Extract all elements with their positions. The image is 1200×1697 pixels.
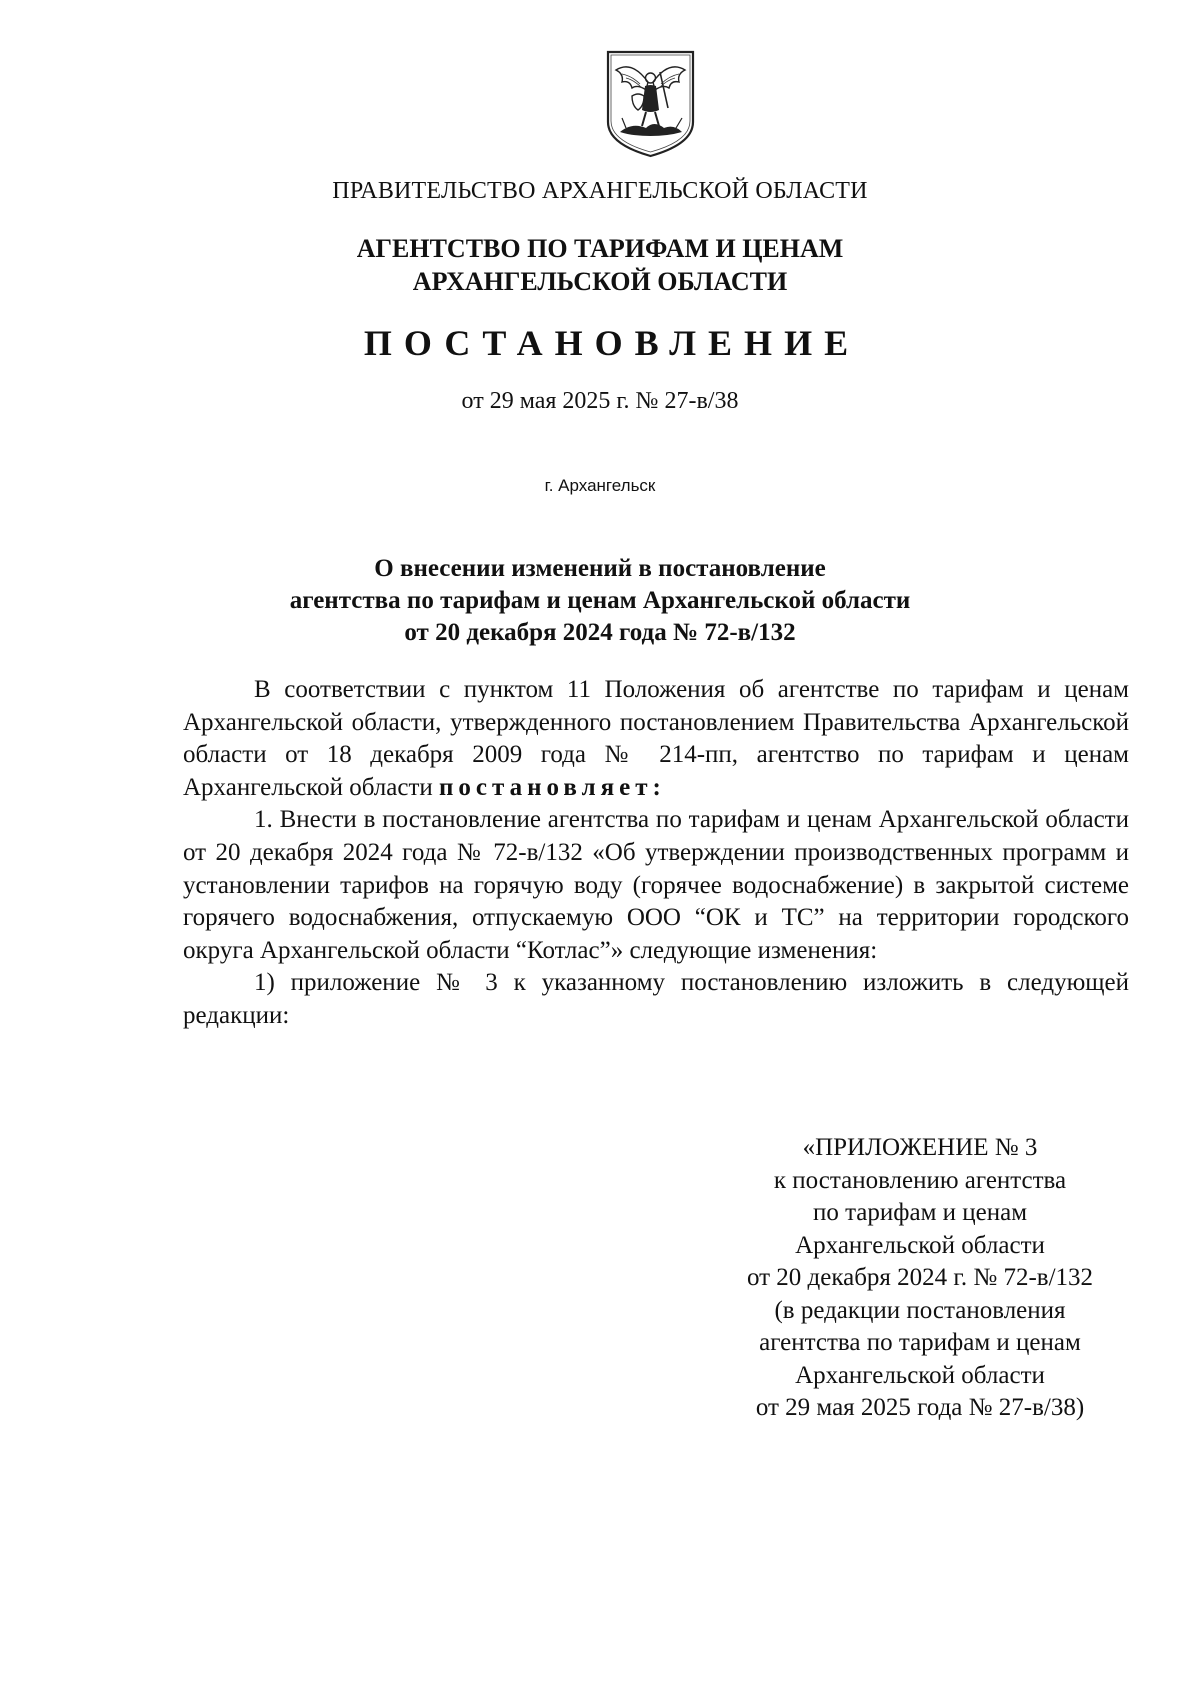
subject-line: агентства по тарифам и ценам Архангельской области <box>289 587 911 614</box>
appendix-line: Архангельской области <box>795 1361 1045 1389</box>
subject-line: от 20 декабря 2024 года № 72-в/132 <box>404 619 796 646</box>
appendix-line: от 20 декабря 2024 г. № 72-в/132 <box>746 1264 1094 1291</box>
document-body <box>183 674 1129 1033</box>
appendix-line: от 29 мая 2025 года № 27-в/38) <box>755 1394 1085 1421</box>
appendix-header <box>660 1132 1180 1425</box>
intro-paragraph <box>183 674 1129 804</box>
item-1-paragraph: 1. Внести в постановление агентства по тарифам и ценам Архангельской области от 20 декабря 2024 года № 72-в/132 «Об утверждении производственных программ и установлении тарифов на горячую воду (горячее водоснабжение) в закрытой системе горячего водоснабжения, отпускаемую ООО “ОК и ТС” на территории городского округа Архангельской области “Котлас”» следующие изменения: <box>183 806 1129 964</box>
appendix-line: Архангельской области <box>795 1231 1045 1259</box>
agency-title-line: АРХАНГЕЛЬСКОЙ ОБЛАСТИ <box>412 267 788 296</box>
document-subject <box>0 553 1200 649</box>
coat-of-arms-icon <box>602 48 699 160</box>
intro-text: В соответствии с пунктом 11 Положения об агентстве по тарифам и ценам Архангельской области, утвержденного постановлением Правительства Архангельской области от 18 декабря 2009 года № 214-пп, агентство по тарифам и ценам Архангельской области <box>183 676 1129 801</box>
document-type-heading: ПОСТАНОВЛЕНИЕ <box>363 323 861 363</box>
subject-line: О внесении изменений в постановление <box>374 555 826 582</box>
appendix-line: агентства по тарифам и ценам <box>759 1329 1081 1356</box>
government-title: ПРАВИТЕЛЬСТВО АРХАНГЕЛЬСКОЙ ОБЛАСТИ <box>332 178 868 204</box>
appendix-line: (в редакции постановления <box>774 1296 1066 1324</box>
document-city: г. Архангельск <box>544 476 656 495</box>
appendix-line: к постановлению агентства <box>773 1166 1067 1194</box>
decides-keyword: постановляет: <box>439 773 666 801</box>
document-date-number: от 29 мая 2025 г. № 27-в/38 <box>461 388 739 414</box>
agency-title <box>0 232 1200 298</box>
appendix-line: по тарифам и ценам <box>812 1199 1028 1226</box>
item-1-1-paragraph: 1) приложение № 3 к указанному постановлению изложить в следующей редакции: <box>183 969 1129 1029</box>
agency-title-line: АГЕНТСТВО ПО ТАРИФАМ И ЦЕНАМ <box>356 234 844 263</box>
appendix-line: «ПРИЛОЖЕНИЕ № 3 <box>802 1134 1038 1161</box>
